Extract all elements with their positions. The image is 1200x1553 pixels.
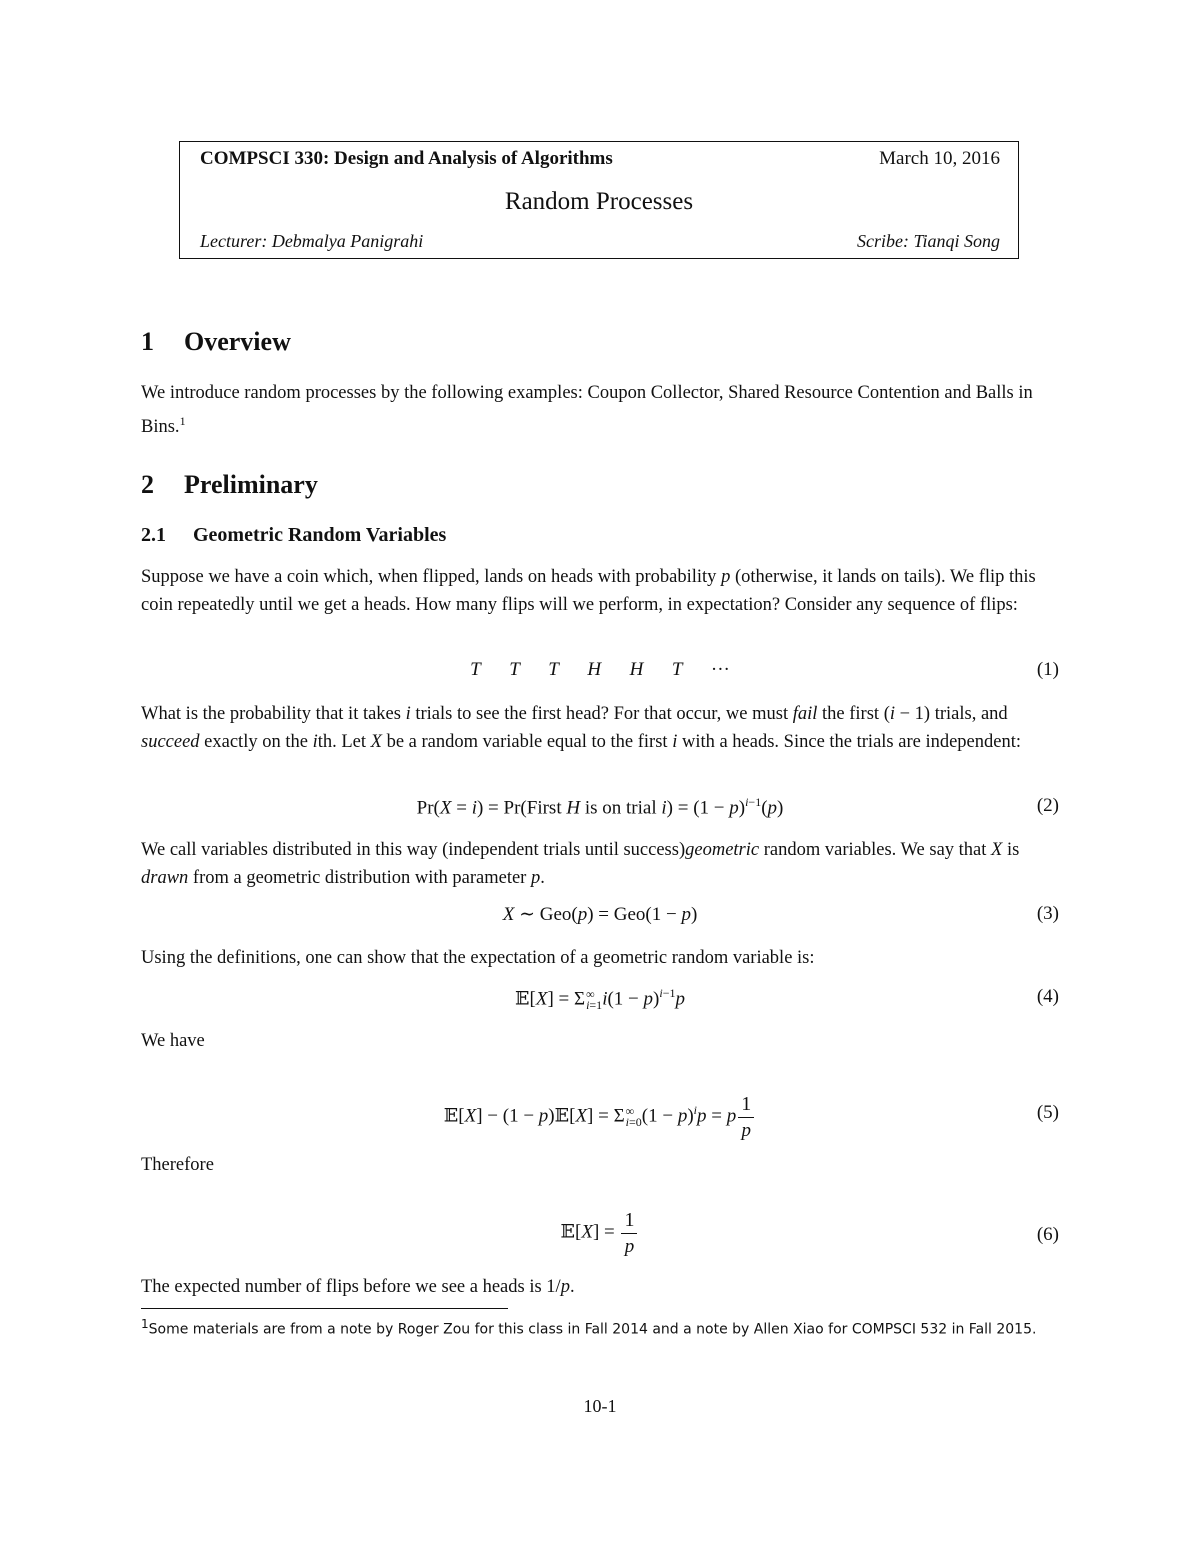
coin-paragraph: Suppose we have a coin which, when flipped, lands on heads with probability p (otherwise, it lands on tails). We flip this coin repeatedly until we get a heads. How many flips will we perform, in expectation? Consider any sequence of flips: bbox=[141, 567, 1036, 615]
text: Geo bbox=[539, 904, 572, 925]
equation-number: (1) bbox=[1036, 659, 1059, 680]
we-have-paragraph bbox=[141, 1027, 1059, 1055]
flip: T bbox=[548, 659, 559, 680]
text: the first bbox=[822, 704, 880, 724]
section-title: Preliminary bbox=[184, 470, 318, 499]
text: random variables. We say that bbox=[763, 840, 987, 860]
footnote-marker: 1 bbox=[141, 1317, 149, 1331]
footnote-marker: 1 bbox=[179, 414, 186, 428]
flip: H bbox=[587, 659, 602, 680]
text: Therefore bbox=[141, 1155, 214, 1175]
text: is on trial bbox=[584, 797, 657, 819]
emphasis: fail bbox=[792, 704, 818, 724]
equation-number: (5) bbox=[1036, 1102, 1059, 1123]
course-name: COMPSCI 330: Design and Analysis of Algorithms bbox=[200, 148, 613, 169]
text: trials to see the first head? For that occur, we must bbox=[415, 704, 789, 724]
expectation-intro-paragraph bbox=[141, 944, 1059, 972]
overview-text: We introduce random processes by the following examples: Coupon Collector, Shared Resource Contention and Balls in Bins. bbox=[141, 383, 1033, 438]
equation-3 bbox=[141, 903, 1059, 933]
text: Using the definitions, one can show that the expectation of a geometric random variable is: bbox=[141, 948, 815, 968]
fraction: $\frac{1}{p}$ bbox=[738, 1094, 754, 1140]
emphasis: geometric bbox=[685, 840, 760, 860]
text: from a geometric distribution with parameter bbox=[192, 868, 527, 888]
section-heading-preliminary bbox=[141, 470, 318, 500]
equation-5 bbox=[141, 1094, 1059, 1144]
lecture-date: March 10, 2016 bbox=[879, 148, 1000, 169]
text: First bbox=[526, 797, 562, 819]
text: We have bbox=[141, 1031, 205, 1051]
equation-body: 𝔼[X] = $\frac{1}{p}$ bbox=[141, 1210, 1059, 1256]
flip: T bbox=[509, 659, 520, 680]
scribe: Scribe: Tianqi Song bbox=[857, 231, 1000, 251]
text: with a heads. Since the trials are independent: bbox=[681, 732, 1022, 752]
equation-body: X ∼ Geo(p) = Geo(1 − p) bbox=[502, 904, 698, 925]
flip: H bbox=[629, 659, 644, 680]
subsection-title: Geometric Random Variables bbox=[193, 524, 447, 546]
emphasis: drawn bbox=[141, 868, 189, 888]
text: Geo bbox=[613, 904, 646, 925]
equation-number: (6) bbox=[1036, 1224, 1059, 1245]
text: Suppose we have a coin which, when flipped, lands on heads with probability bbox=[141, 567, 717, 587]
section-number: 1 bbox=[141, 327, 154, 356]
subsection-number: 2.1 bbox=[141, 524, 166, 546]
section-number: 2 bbox=[141, 470, 154, 499]
flip: T bbox=[671, 659, 683, 680]
equation-number: (2) bbox=[1036, 795, 1059, 816]
equation-body: 𝔼[X] − (1 − p)𝔼[X] = Σ ∞ i=0 $(1 - p)^ip = p$ $\frac{1}{p}$ bbox=[141, 1094, 1059, 1140]
equation-4 bbox=[141, 986, 1059, 1016]
footnote-rule bbox=[141, 1308, 508, 1309]
page-number: 10-1 bbox=[583, 1396, 617, 1416]
text: exactly on the bbox=[204, 732, 308, 752]
overview-paragraph bbox=[141, 379, 1059, 441]
flip-sequence bbox=[141, 659, 1059, 681]
flip: T bbox=[470, 659, 481, 680]
equation-body: Pr(X = i) = Pr(First H is on trial $i) = (1 - p)^{i-1}(p)$ bbox=[416, 795, 784, 819]
flip-ellipsis: ··· bbox=[710, 659, 730, 680]
section-title: Overview bbox=[184, 327, 291, 356]
lecturer: Lecturer: Debmalya Panigrahi bbox=[200, 231, 424, 251]
equation-body: 𝔼[X] = Σ ∞ i=1 $i(1 - p)^{i-1}p$ bbox=[515, 986, 685, 1012]
text: What is the probability that it takes bbox=[141, 704, 401, 724]
equation-1 bbox=[141, 659, 1059, 689]
equation-number: (3) bbox=[1036, 903, 1059, 924]
text: We call variables distributed in this way (independent trials until success) bbox=[141, 840, 686, 860]
probability-paragraph: What is the probability that it takes i trials to see the first head? For that occur, we must fail the first (i − 1) trials, and succeed exactly on the ith. Let X be a random variable equal to the first i with a heads. Since the trials are independent: bbox=[141, 704, 1022, 752]
section-heading-overview bbox=[141, 327, 291, 357]
text: be a random variable equal to the first bbox=[386, 732, 668, 752]
equation-2 bbox=[141, 795, 1059, 825]
lecture-title: Random Processes bbox=[504, 188, 694, 215]
footnote-text: Some materials are from a note by Roger Zou for this class in Fall 2014 and a note by Allen Xiao for COMPSCI 532 in Fall 2015. bbox=[148, 1321, 1037, 1338]
lecture-header-box bbox=[179, 141, 1019, 259]
conclusion-paragraph: The expected number of flips before we see a heads is 1/p. bbox=[141, 1277, 575, 1297]
emphasis: succeed bbox=[141, 732, 200, 752]
fraction: $\frac{1}{p}$ bbox=[621, 1210, 637, 1256]
geometric-definition-paragraph: We call variables distributed in this way (independent trials until success)geometric random variables. We say that X is drawn from a geometric distribution with parameter p. bbox=[141, 840, 1020, 888]
text: th. Let bbox=[317, 732, 366, 752]
subsection-heading-geometric bbox=[141, 524, 446, 547]
text: (otherwise, it lands on tails). We flip this coin repeatedly until we get a heads. How many flips will we perform, in expectation? Consider any sequence of flips: bbox=[141, 567, 1036, 615]
therefore-paragraph bbox=[141, 1151, 1059, 1179]
text: trials, and bbox=[934, 704, 1008, 724]
equation-number: (4) bbox=[1036, 986, 1059, 1007]
equation-6 bbox=[141, 1210, 1059, 1260]
text: The expected number of flips before we see a heads is bbox=[141, 1277, 542, 1297]
footnote bbox=[141, 1313, 1059, 1341]
text: is bbox=[1006, 840, 1020, 860]
